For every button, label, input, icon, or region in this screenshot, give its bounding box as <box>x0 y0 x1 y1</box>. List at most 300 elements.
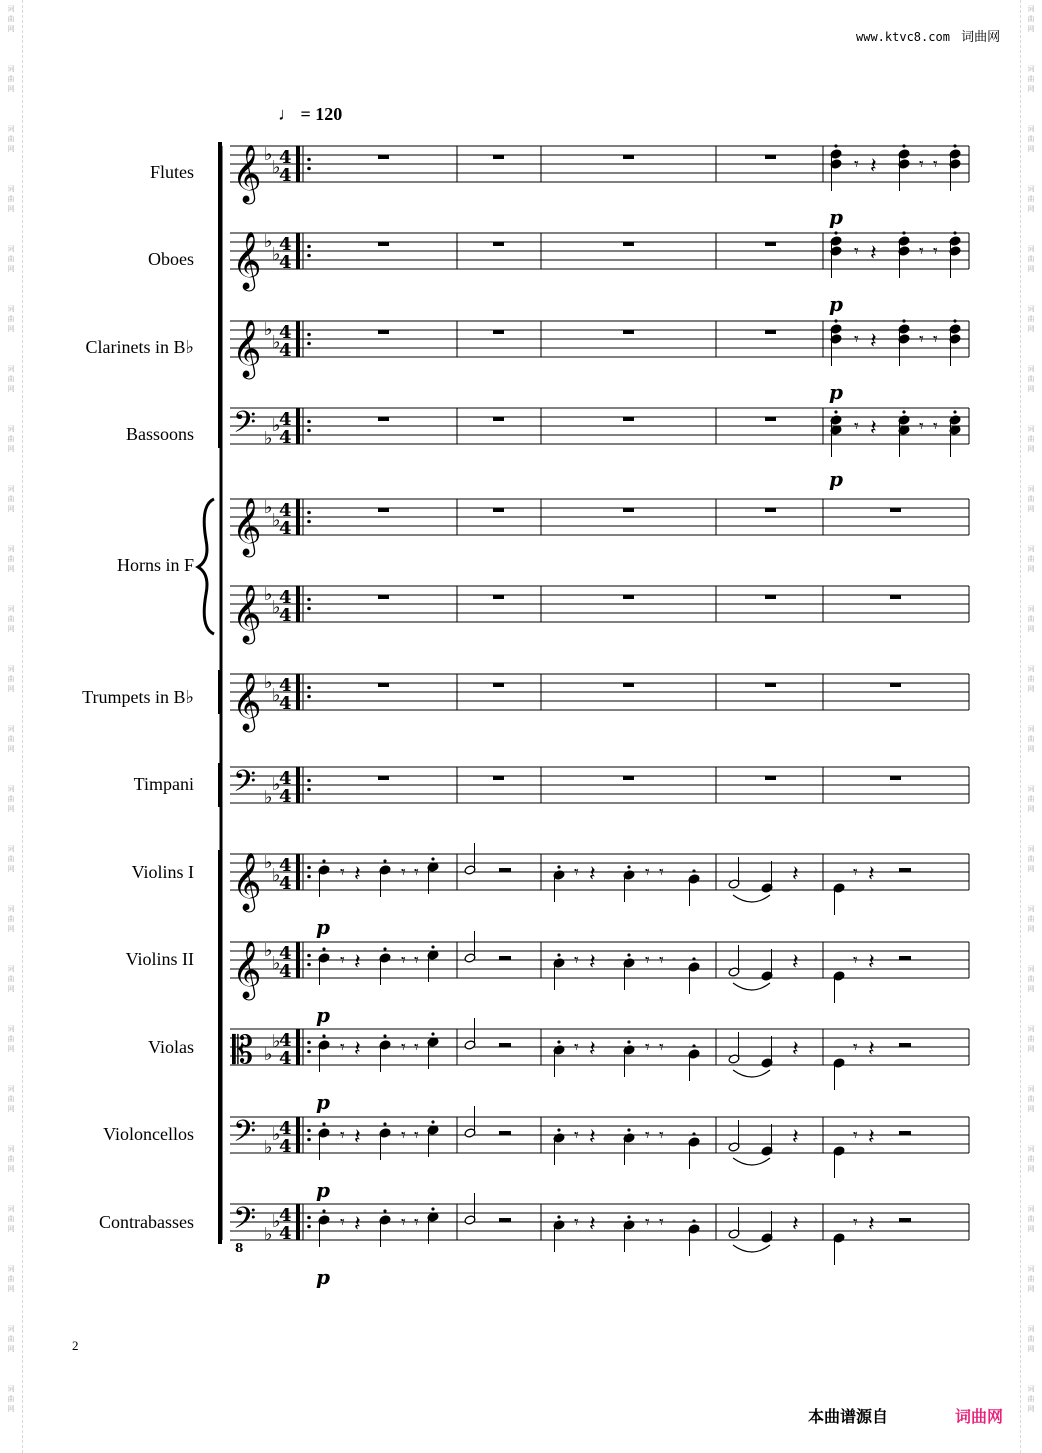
time-signature-denominator: 4 <box>279 693 292 714</box>
quarter-rest-icon: 𝄽 <box>870 154 877 179</box>
margin-watermark-glyph: 网 <box>7 1165 15 1173</box>
whole-rest <box>493 595 504 599</box>
margin-watermark-glyph: 网 <box>1027 805 1035 813</box>
quarter-rest-icon: 𝄽 <box>792 1212 799 1237</box>
whole-rest <box>765 242 776 246</box>
eighth-rest-icon: 𝄾 <box>659 1037 664 1058</box>
treble-clef-icon: 𝄞 <box>232 940 262 998</box>
margin-watermark-glyph: 网 <box>1027 25 1035 33</box>
time-signature-numerator: 4 <box>279 500 292 521</box>
half-rest <box>899 1043 911 1047</box>
staccato-dot <box>383 1122 386 1125</box>
margin-watermark-glyph: 词 <box>1027 5 1035 13</box>
slur <box>733 1070 770 1077</box>
margin-watermark-glyph: 曲 <box>1027 435 1035 443</box>
margin-watermark-glyph: 词 <box>7 1145 15 1153</box>
eighth-rest-icon: 𝄾 <box>414 1212 419 1233</box>
instrument-label-oboes: Oboes <box>148 249 194 269</box>
eighth-rest-icon: 𝄾 <box>340 1037 345 1058</box>
repeat-dot <box>307 520 311 524</box>
repeat-barline-thick <box>296 1117 300 1153</box>
margin-watermark-glyph: 词 <box>7 1205 15 1213</box>
staccato-dot <box>902 410 905 413</box>
time-signature-numerator: 4 <box>279 768 292 789</box>
dynamic-mark-piano: p <box>829 292 843 316</box>
margin-watermark-glyph: 词 <box>7 365 15 373</box>
whole-rest <box>378 155 389 159</box>
staccato-dot <box>557 865 560 868</box>
repeat-barline-thick <box>296 767 300 803</box>
half-rest <box>899 956 911 960</box>
staccato-dot <box>692 1044 695 1047</box>
whole-rest <box>890 508 901 512</box>
margin-watermark-glyph: 曲 <box>7 195 15 203</box>
margin-watermark-glyph: 曲 <box>7 1395 15 1403</box>
page-number: 2 <box>72 1338 79 1353</box>
repeat-barline-thick <box>296 854 300 890</box>
quarter-note-icon: ♩ <box>278 104 296 124</box>
instrument-label-contrabasses: Contrabasses <box>99 1212 194 1232</box>
whole-rest <box>378 417 389 421</box>
margin-watermark-glyph: 曲 <box>7 915 15 923</box>
staccato-dot <box>431 857 434 860</box>
margin-watermark-glyph: 网 <box>7 865 15 873</box>
treble-clef-icon: 𝄞 <box>232 852 262 910</box>
flat-sign-icon: ♭ <box>272 244 281 265</box>
margin-watermark-glyph: 网 <box>7 745 15 753</box>
instrument-label-cellos: Violoncellos <box>103 1124 194 1144</box>
bass-clef-icon: 𝄢 <box>233 1115 257 1156</box>
staccato-dot <box>431 1207 434 1210</box>
instrument-label-horns: Horns in F <box>116 555 194 575</box>
repeat-dot <box>307 254 311 258</box>
flat-sign-icon: ♭ <box>272 865 281 886</box>
eighth-rest-icon: 𝄾 <box>919 329 924 350</box>
whole-rest <box>623 776 634 780</box>
eighth-rest-icon: 𝄾 <box>919 241 924 262</box>
time-signature-numerator: 4 <box>279 943 292 964</box>
time-signature-denominator: 4 <box>279 427 292 448</box>
staccato-dot <box>322 1034 325 1037</box>
footer-site-link[interactable]: 词曲网 <box>955 1407 1004 1426</box>
staccato-dot <box>557 953 560 956</box>
flat-sign-icon: ♭ <box>272 1124 281 1145</box>
quarter-rest-icon: 𝄽 <box>589 1125 596 1150</box>
flat-sign-icon: ♭ <box>264 428 273 449</box>
eighth-rest-icon: 𝄾 <box>854 241 859 262</box>
eighth-rest-icon: 𝄾 <box>414 950 419 971</box>
flat-sign-icon: ♭ <box>264 319 273 340</box>
whole-rest <box>493 508 504 512</box>
header-site-name: 词曲网 <box>961 30 1001 45</box>
repeat-dot <box>307 1041 311 1045</box>
margin-watermark-glyph: 曲 <box>7 435 15 443</box>
repeat-dot <box>307 695 311 699</box>
margin-watermark-glyph: 词 <box>1027 785 1035 793</box>
repeat-dot <box>307 420 311 424</box>
repeat-dot <box>307 1050 311 1054</box>
time-signature-denominator: 4 <box>279 252 292 273</box>
margin-watermark-glyph: 网 <box>7 445 15 453</box>
margin-watermark-glyph: 词 <box>1027 125 1035 133</box>
half-rest <box>899 1131 911 1135</box>
eighth-rest-icon: 𝄾 <box>854 154 859 175</box>
repeat-barline-thick <box>296 233 300 269</box>
staccato-dot <box>692 957 695 960</box>
dynamic-mark-piano: p <box>316 1265 330 1289</box>
time-signature-numerator: 4 <box>279 147 292 168</box>
time-signature-numerator: 4 <box>279 234 292 255</box>
eighth-rest-icon: 𝄾 <box>919 416 924 437</box>
eighth-rest-icon: 𝄾 <box>853 950 858 971</box>
repeat-dot <box>307 779 311 783</box>
eighth-rest-icon: 𝄾 <box>340 950 345 971</box>
staccato-dot <box>953 231 956 234</box>
margin-watermark-glyph: 词 <box>1027 1145 1035 1153</box>
margin-watermark-glyph: 词 <box>7 485 15 493</box>
staccato-dot <box>834 410 837 413</box>
margin-watermark-glyph: 网 <box>1027 1345 1035 1353</box>
quarter-rest-icon: 𝄽 <box>868 950 875 975</box>
footer-source-text: 本曲谱源自 <box>808 1407 889 1426</box>
whole-rest <box>765 330 776 334</box>
margin-watermark-glyph: 网 <box>7 325 15 333</box>
group-bracket <box>218 670 222 714</box>
margin-watermark-glyph: 曲 <box>1027 195 1035 203</box>
eighth-rest-icon: 𝄾 <box>659 950 664 971</box>
staccato-dot <box>834 231 837 234</box>
margin-watermark-glyph: 网 <box>1027 745 1035 753</box>
staccato-dot <box>383 859 386 862</box>
header-site-url[interactable]: www.ktvc8.com <box>856 30 950 44</box>
flat-sign-icon: ♭ <box>264 940 273 961</box>
time-signature-denominator: 4 <box>279 1136 292 1157</box>
margin-watermark-glyph: 曲 <box>1027 915 1035 923</box>
eighth-rest-icon: 𝄾 <box>340 1212 345 1233</box>
staccato-dot <box>953 410 956 413</box>
time-signature-denominator: 4 <box>279 961 292 982</box>
staccato-dot <box>431 1120 434 1123</box>
instrument-label-violins1: Violins I <box>131 862 194 882</box>
eighth-rest-icon: 𝄾 <box>645 1037 650 1058</box>
half-rest <box>899 1218 911 1222</box>
staccato-dot <box>322 1122 325 1125</box>
quarter-rest-icon: 𝄽 <box>354 1037 361 1062</box>
margin-watermark-glyph: 曲 <box>7 375 15 383</box>
eighth-rest-icon: 𝄾 <box>919 154 924 175</box>
whole-rest <box>493 242 504 246</box>
quarter-rest-icon: 𝄽 <box>792 862 799 887</box>
treble-clef-icon: 𝄞 <box>232 672 262 730</box>
time-signature-numerator: 4 <box>279 675 292 696</box>
margin-watermark-glyph: 词 <box>1027 365 1035 373</box>
margin-watermark-glyph: 网 <box>1027 1045 1035 1053</box>
quarter-rest-icon: 𝄽 <box>589 1212 596 1237</box>
flat-sign-icon: ♭ <box>264 231 273 252</box>
margin-watermark-glyph: 词 <box>7 665 15 673</box>
margin-watermark-glyph: 词 <box>1027 1025 1035 1033</box>
margin-watermark-glyph: 曲 <box>1027 1335 1035 1343</box>
repeat-barline-thick <box>296 321 300 357</box>
whole-rest <box>378 776 389 780</box>
instrument-label-flutes: Flutes <box>149 162 194 182</box>
margin-watermark-glyph: 网 <box>1027 865 1035 873</box>
eighth-rest-icon: 𝄾 <box>659 1212 664 1233</box>
horn-brace <box>198 499 214 634</box>
whole-rest <box>623 508 634 512</box>
repeat-dot <box>307 963 311 967</box>
margin-watermark-glyph: 词 <box>7 1265 15 1273</box>
staccato-dot <box>557 1040 560 1043</box>
repeat-dot <box>307 342 311 346</box>
quarter-rest-icon: 𝄽 <box>792 1125 799 1150</box>
quarter-rest-icon: 𝄽 <box>354 1212 361 1237</box>
time-signature-numerator: 4 <box>279 587 292 608</box>
margin-watermark-glyph: 词 <box>1027 1205 1035 1213</box>
margin-watermark-glyph: 词 <box>7 1025 15 1033</box>
margin-watermark-glyph: 词 <box>7 5 15 13</box>
margin-watermark-glyph: 曲 <box>7 675 15 683</box>
margin-watermark-glyph: 词 <box>7 965 15 973</box>
margin-watermark-glyph: 网 <box>7 1285 15 1293</box>
eighth-rest-icon: 𝄾 <box>414 862 419 883</box>
margin-watermark-glyph: 曲 <box>1027 615 1035 623</box>
whole-rest <box>493 683 504 687</box>
staccato-dot <box>834 319 837 322</box>
eighth-rest-icon: 𝄾 <box>401 1212 406 1233</box>
staccato-dot <box>692 1132 695 1135</box>
whole-rest <box>493 776 504 780</box>
eighth-rest-icon: 𝄾 <box>574 1037 579 1058</box>
margin-watermark-glyph: 曲 <box>1027 1095 1035 1103</box>
treble-clef-icon: 𝄞 <box>232 319 262 377</box>
margin-watermark-glyph: 词 <box>1027 485 1035 493</box>
time-signature-denominator: 4 <box>279 518 292 539</box>
time-signature-denominator: 4 <box>279 786 292 807</box>
repeat-barline-thick <box>296 942 300 978</box>
slur <box>733 1245 770 1252</box>
margin-watermark-glyph: 曲 <box>7 75 15 83</box>
dynamic-mark-piano: p <box>316 1003 330 1027</box>
margin-watermark-glyph: 词 <box>1027 605 1035 613</box>
half-rest <box>499 1043 511 1047</box>
margin-watermark-glyph: 曲 <box>1027 675 1035 683</box>
staccato-dot <box>383 947 386 950</box>
eighth-rest-icon: 𝄾 <box>401 1125 406 1146</box>
margin-watermark-glyph: 曲 <box>7 735 15 743</box>
margin-watermark-glyph: 词 <box>7 785 15 793</box>
margin-watermark-glyph: 网 <box>1027 1405 1035 1413</box>
repeat-dot <box>307 333 311 337</box>
margin-watermark-glyph: 网 <box>7 1345 15 1353</box>
margin-watermark-glyph: 网 <box>1027 265 1035 273</box>
margin-watermark-glyph: 曲 <box>1027 735 1035 743</box>
time-signature-denominator: 4 <box>279 165 292 186</box>
whole-rest <box>378 595 389 599</box>
quarter-rest-icon: 𝄽 <box>870 241 877 266</box>
margin-watermark-glyph: 网 <box>7 265 15 273</box>
repeat-barline-thick <box>296 1204 300 1240</box>
treble-clef-icon: 𝄞 <box>232 144 262 202</box>
whole-rest <box>765 776 776 780</box>
quarter-rest-icon: 𝄽 <box>354 950 361 975</box>
margin-watermark-glyph: 曲 <box>7 1155 15 1163</box>
time-signature-numerator: 4 <box>279 1205 292 1226</box>
treble-clef-icon: 𝄞 <box>232 231 262 289</box>
repeat-barline-thick <box>296 1029 300 1065</box>
margin-watermark-glyph: 曲 <box>1027 15 1035 23</box>
margin-watermark-glyph: 曲 <box>1027 135 1035 143</box>
whole-rest <box>890 683 901 687</box>
margin-watermark-glyph: 词 <box>1027 545 1035 553</box>
repeat-dot <box>307 954 311 958</box>
whole-rest <box>623 417 634 421</box>
repeat-dot <box>307 158 311 162</box>
staccato-dot <box>322 859 325 862</box>
repeat-dot <box>307 598 311 602</box>
dynamic-mark-piano: p <box>316 1090 330 1114</box>
margin-watermark-glyph: 曲 <box>1027 75 1035 83</box>
staccato-dot <box>431 945 434 948</box>
margin-watermark-glyph: 曲 <box>7 135 15 143</box>
margin-watermark-glyph: 网 <box>1027 145 1035 153</box>
flat-sign-icon: ♭ <box>272 332 281 353</box>
group-bracket <box>218 142 222 448</box>
margin-watermark-glyph: 曲 <box>1027 855 1035 863</box>
whole-rest <box>623 242 634 246</box>
staccato-dot <box>627 953 630 956</box>
half-rest <box>499 1131 511 1135</box>
margin-watermark-glyph: 词 <box>7 245 15 253</box>
tempo-value: = 120 <box>300 104 343 124</box>
eighth-rest-icon: 𝄾 <box>854 416 859 437</box>
time-signature-numerator: 4 <box>279 1030 292 1051</box>
whole-rest <box>623 595 634 599</box>
instrument-label-timpani: Timpani <box>133 774 194 794</box>
eighth-rest-icon: 𝄾 <box>340 862 345 883</box>
instrument-label-bassoons: Bassoons <box>125 424 194 444</box>
flat-sign-icon: ♭ <box>264 852 273 873</box>
staccato-dot <box>383 1034 386 1037</box>
whole-rest <box>493 155 504 159</box>
flat-sign-icon: ♭ <box>264 787 273 808</box>
flat-sign-icon: ♭ <box>272 953 281 974</box>
repeat-barline-thick <box>296 674 300 710</box>
margin-watermark-glyph: 网 <box>7 1105 15 1113</box>
margin-watermark-glyph: 网 <box>1027 325 1035 333</box>
margin-watermark-glyph: 词 <box>7 845 15 853</box>
eighth-rest-icon: 𝄾 <box>659 1125 664 1146</box>
repeat-dot <box>307 429 311 433</box>
whole-rest <box>765 508 776 512</box>
margin-watermark-glyph: 词 <box>1027 245 1035 253</box>
instrument-label-clarinets: Clarinets in B♭ <box>85 337 194 357</box>
quarter-rest-icon: 𝄽 <box>589 1037 596 1062</box>
margin-watermark-glyph: 网 <box>1027 85 1035 93</box>
eighth-rest-icon: 𝄾 <box>574 1125 579 1146</box>
flat-sign-icon: ♭ <box>272 510 281 531</box>
repeat-barline-thick <box>296 499 300 535</box>
margin-watermark-glyph: 词 <box>1027 725 1035 733</box>
flat-sign-icon: ♭ <box>264 1044 273 1065</box>
margin-watermark-glyph: 词 <box>1027 1325 1035 1333</box>
eighth-rest-icon: 𝄾 <box>574 1212 579 1233</box>
margin-watermark-glyph: 网 <box>7 1045 15 1053</box>
flat-sign-icon: ♭ <box>264 1137 273 1158</box>
quarter-rest-icon: 𝄽 <box>868 1125 875 1150</box>
eighth-rest-icon: 𝄾 <box>340 1125 345 1146</box>
eighth-rest-icon: 𝄾 <box>574 862 579 883</box>
margin-watermark-glyph: 词 <box>7 545 15 553</box>
margin-watermark-glyph: 网 <box>1027 985 1035 993</box>
repeat-dot <box>307 788 311 792</box>
staccato-dot <box>627 1128 630 1131</box>
margin-watermark-glyph: 曲 <box>1027 555 1035 563</box>
margin-watermark-glyph: 曲 <box>7 255 15 263</box>
margin-watermark-glyph: 曲 <box>7 1275 15 1283</box>
margin-watermark-glyph: 词 <box>7 605 15 613</box>
time-signature-denominator: 4 <box>279 605 292 626</box>
whole-rest <box>378 242 389 246</box>
time-signature-denominator: 4 <box>279 873 292 894</box>
margin-watermark-glyph: 曲 <box>7 795 15 803</box>
flat-sign-icon: ♭ <box>272 157 281 178</box>
margin-watermark-glyph: 曲 <box>1027 1035 1035 1043</box>
margin-watermark-glyph: 网 <box>1027 1225 1035 1233</box>
group-bracket <box>218 850 222 1244</box>
margin-watermark-glyph: 网 <box>1027 565 1035 573</box>
flat-sign-icon: ♭ <box>272 1211 281 1232</box>
margin-watermark-glyph: 曲 <box>1027 255 1035 263</box>
quarter-rest-icon: 𝄽 <box>868 862 875 887</box>
staccato-dot <box>322 1209 325 1212</box>
eighth-rest-icon: 𝄾 <box>645 950 650 971</box>
margin-watermark-glyph: 曲 <box>7 1095 15 1103</box>
time-signature-denominator: 4 <box>279 1223 292 1244</box>
margin-watermark-glyph: 曲 <box>7 315 15 323</box>
margin-watermark-glyph: 词 <box>1027 1385 1035 1393</box>
whole-rest <box>890 595 901 599</box>
margin-watermark-glyph: 网 <box>1027 445 1035 453</box>
repeat-dot <box>307 1129 311 1133</box>
half-rest <box>499 956 511 960</box>
staccato-dot <box>557 1215 560 1218</box>
margin-watermark-glyph: 网 <box>1027 1285 1035 1293</box>
margin-watermark-glyph: 网 <box>1027 925 1035 933</box>
quarter-rest-icon: 𝄽 <box>354 862 361 887</box>
slur <box>733 983 770 990</box>
eighth-rest-icon: 𝄾 <box>645 862 650 883</box>
margin-watermark-glyph: 网 <box>7 145 15 153</box>
whole-rest <box>378 508 389 512</box>
repeat-dot <box>307 1225 311 1229</box>
flat-sign-icon: ♭ <box>272 597 281 618</box>
margin-watermark-glyph: 网 <box>7 625 15 633</box>
eighth-rest-icon: 𝄾 <box>645 1125 650 1146</box>
eighth-rest-icon: 𝄾 <box>645 1212 650 1233</box>
margin-watermark-glyph: 曲 <box>7 975 15 983</box>
margin-watermark-glyph: 曲 <box>7 615 15 623</box>
staccato-dot <box>627 1040 630 1043</box>
margin-watermark-glyph: 曲 <box>7 1035 15 1043</box>
flat-sign-icon: ♭ <box>264 497 273 518</box>
margin-watermark-glyph: 网 <box>7 805 15 813</box>
whole-rest <box>623 330 634 334</box>
whole-rest <box>890 776 901 780</box>
flat-sign-icon: ♭ <box>272 1031 281 1052</box>
whole-rest <box>765 155 776 159</box>
margin-watermark-glyph: 网 <box>1027 385 1035 393</box>
